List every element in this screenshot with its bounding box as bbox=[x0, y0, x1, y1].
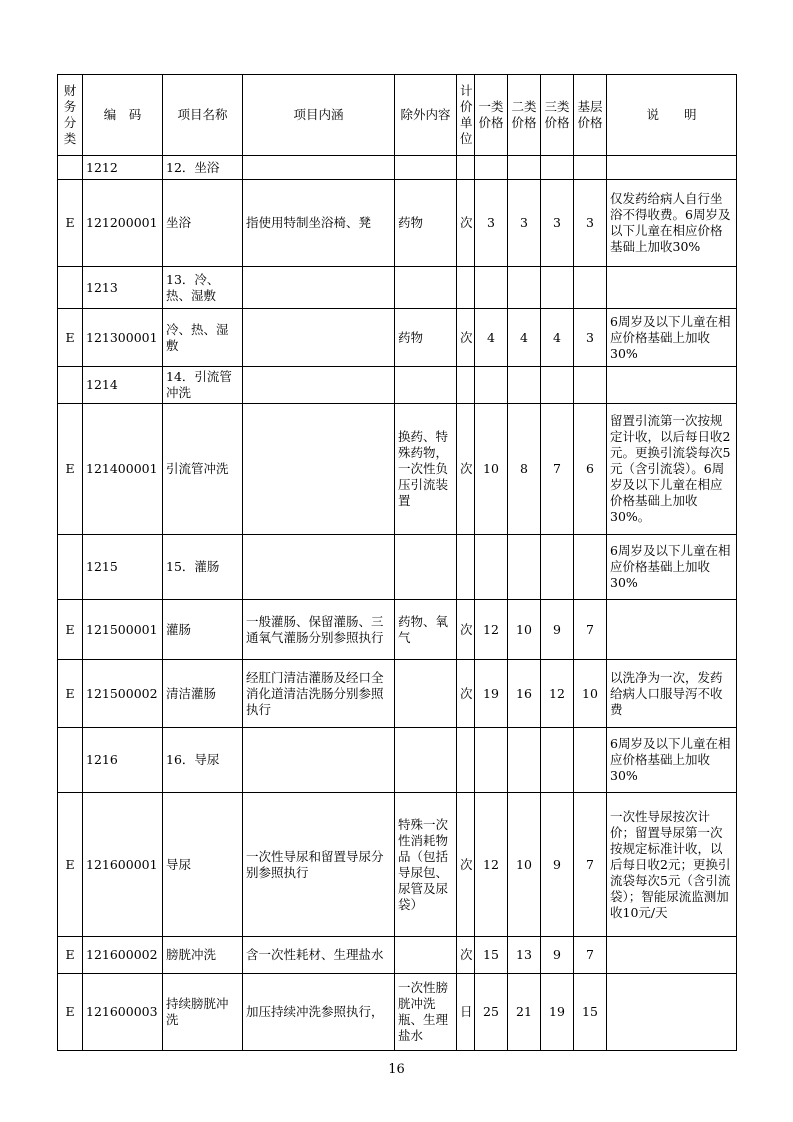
content-cell: 一般灌肠、保留灌肠、三通氧气灌肠分别参照执行 bbox=[243, 600, 395, 660]
unit-cell: 日 bbox=[457, 974, 475, 1051]
price-base-cell: 3 bbox=[574, 309, 607, 367]
price-3-cell: 19 bbox=[541, 974, 574, 1051]
note-cell: 以洗净为一次，发药给病人口服导泻不收费 bbox=[607, 660, 737, 728]
name-cell: 13．冷、热、湿敷 bbox=[163, 267, 243, 309]
content-cell: 含一次性耗材、生理盐水 bbox=[243, 937, 395, 974]
section-row bbox=[58, 267, 737, 309]
code-cell: 121200001 bbox=[83, 180, 163, 267]
note-cell bbox=[607, 974, 737, 1051]
price-2-cell: 10 bbox=[508, 793, 541, 937]
note-cell: 留置引流第一次按规定计收，以后每日收2元。更换引流袋每次5元（含引流袋）。6周岁及以下儿童在相应价格基础上加收30%。 bbox=[607, 404, 737, 535]
content-cell: 加压持续冲洗参照执行， bbox=[243, 974, 395, 1051]
header-price-2: 二类价格 bbox=[508, 75, 541, 156]
price-2-cell: 16 bbox=[508, 660, 541, 728]
category-cell: E bbox=[58, 404, 83, 535]
code-cell: 121600002 bbox=[83, 937, 163, 974]
section-row bbox=[58, 367, 737, 404]
unit-cell: 次 bbox=[457, 600, 475, 660]
code-cell: 1212 bbox=[83, 156, 163, 180]
price-base-cell: 7 bbox=[574, 600, 607, 660]
excluded-cell: 药物 bbox=[395, 180, 457, 267]
name-cell: 引流管冲洗 bbox=[163, 404, 243, 535]
content-cell bbox=[243, 404, 395, 535]
code-cell: 1213 bbox=[83, 267, 163, 309]
price-1-cell: 3 bbox=[475, 180, 508, 267]
name-cell: 清洁灌肠 bbox=[163, 660, 243, 728]
price-base-cell: 7 bbox=[574, 937, 607, 974]
unit-cell: 次 bbox=[457, 793, 475, 937]
excluded-cell: 药物、氧气 bbox=[395, 600, 457, 660]
content-cell bbox=[243, 309, 395, 367]
unit-cell: 次 bbox=[457, 180, 475, 267]
price-1-cell: 15 bbox=[475, 937, 508, 974]
code-cell: 1214 bbox=[83, 367, 163, 404]
price-3-cell: 4 bbox=[541, 309, 574, 367]
price-2-cell: 3 bbox=[508, 180, 541, 267]
content-cell: 经肛门清洁灌肠及经口全消化道清洁洗肠分别参照执行 bbox=[243, 660, 395, 728]
code-cell: 121600001 bbox=[83, 793, 163, 937]
table-row bbox=[58, 974, 737, 1051]
price-1-cell: 10 bbox=[475, 404, 508, 535]
note-cell bbox=[607, 937, 737, 974]
name-cell: 14．引流管冲洗 bbox=[163, 367, 243, 404]
name-cell: 16．导尿 bbox=[163, 728, 243, 793]
note-cell: 仅发药给病人自行坐浴不得收费。6周岁及以下儿童在相应价格基础上加收30% bbox=[607, 180, 737, 267]
code-cell: 121400001 bbox=[83, 404, 163, 535]
note-cell: 一次性导尿按次计价；留置导尿第一次按规定标准计收，以后每日收2元；更换引流袋每次5元（含引流袋）；智能尿流监测加收10元/天 bbox=[607, 793, 737, 937]
name-cell: 灌肠 bbox=[163, 600, 243, 660]
price-1-cell: 19 bbox=[475, 660, 508, 728]
excluded-cell bbox=[395, 660, 457, 728]
price-base-cell: 10 bbox=[574, 660, 607, 728]
header-row bbox=[58, 75, 737, 156]
category-cell: E bbox=[58, 309, 83, 367]
price-3-cell: 9 bbox=[541, 937, 574, 974]
header-excluded: 除外内容 bbox=[395, 75, 457, 156]
name-cell: 坐浴 bbox=[163, 180, 243, 267]
price-base-cell: 15 bbox=[574, 974, 607, 1051]
price-2-cell: 4 bbox=[508, 309, 541, 367]
excluded-cell: 一次性膀胱冲洗瓶、生理盐水 bbox=[395, 974, 457, 1051]
header-price-1: 一类价格 bbox=[475, 75, 508, 156]
section-row bbox=[58, 535, 737, 600]
excluded-cell: 特殊一次性消耗物品（包括导尿包、尿管及尿袋） bbox=[395, 793, 457, 937]
unit-cell: 次 bbox=[457, 309, 475, 367]
page-number: 16 bbox=[388, 1062, 405, 1077]
price-3-cell: 3 bbox=[541, 180, 574, 267]
category-cell: E bbox=[58, 793, 83, 937]
price-base-cell: 6 bbox=[574, 404, 607, 535]
table-row bbox=[58, 600, 737, 660]
name-cell: 膀胱冲洗 bbox=[163, 937, 243, 974]
name-cell: 冷、热、湿敷 bbox=[163, 309, 243, 367]
code-cell: 1216 bbox=[83, 728, 163, 793]
section-row bbox=[58, 728, 737, 793]
header-category: 财务分类 bbox=[58, 75, 83, 156]
price-base-cell: 3 bbox=[574, 180, 607, 267]
price-3-cell: 9 bbox=[541, 793, 574, 937]
note-cell: 6周岁及以下儿童在相应价格基础上加收30% bbox=[607, 728, 737, 793]
unit-cell: 次 bbox=[457, 937, 475, 974]
header-note: 说 明 bbox=[607, 75, 737, 156]
name-cell: 持续膀胱冲洗 bbox=[163, 974, 243, 1051]
name-cell: 12．坐浴 bbox=[163, 156, 243, 180]
price-2-cell: 10 bbox=[508, 600, 541, 660]
unit-cell: 次 bbox=[457, 404, 475, 535]
name-cell: 15．灌肠 bbox=[163, 535, 243, 600]
excluded-cell bbox=[395, 937, 457, 974]
code-cell: 121500001 bbox=[83, 600, 163, 660]
excluded-cell: 换药、特殊药物，一次性负压引流装置 bbox=[395, 404, 457, 535]
code-cell: 121600003 bbox=[83, 974, 163, 1051]
table-row bbox=[58, 180, 737, 267]
code-cell: 121500002 bbox=[83, 660, 163, 728]
price-1-cell: 12 bbox=[475, 793, 508, 937]
excluded-cell: 药物 bbox=[395, 309, 457, 367]
unit-cell: 次 bbox=[457, 660, 475, 728]
note-cell bbox=[607, 600, 737, 660]
table-row bbox=[58, 660, 737, 728]
category-cell: E bbox=[58, 974, 83, 1051]
table-row bbox=[58, 937, 737, 974]
price-table bbox=[57, 74, 737, 1051]
header-price-base: 基层价格 bbox=[574, 75, 607, 156]
price-2-cell: 8 bbox=[508, 404, 541, 535]
price-2-cell: 13 bbox=[508, 937, 541, 974]
price-base-cell: 7 bbox=[574, 793, 607, 937]
content-cell: 一次性导尿和留置导尿分别参照执行 bbox=[243, 793, 395, 937]
code-cell: 1215 bbox=[83, 535, 163, 600]
table-row bbox=[58, 309, 737, 367]
price-1-cell: 4 bbox=[475, 309, 508, 367]
category-cell: E bbox=[58, 180, 83, 267]
price-2-cell: 21 bbox=[508, 974, 541, 1051]
category-cell: E bbox=[58, 600, 83, 660]
price-1-cell: 25 bbox=[475, 974, 508, 1051]
price-3-cell: 12 bbox=[541, 660, 574, 728]
table-row bbox=[58, 404, 737, 535]
header-price-3: 三类价格 bbox=[541, 75, 574, 156]
category-cell: E bbox=[58, 937, 83, 974]
code-cell: 121300001 bbox=[83, 309, 163, 367]
header-item-name: 项目名称 bbox=[163, 75, 243, 156]
header-item-content: 项目内涵 bbox=[243, 75, 395, 156]
note-cell: 6周岁及以下儿童在相应价格基础上加收30% bbox=[607, 535, 737, 600]
price-3-cell: 7 bbox=[541, 404, 574, 535]
section-row bbox=[58, 156, 737, 180]
content-cell: 指使用特制坐浴椅、凳 bbox=[243, 180, 395, 267]
price-1-cell: 12 bbox=[475, 600, 508, 660]
note-cell: 6周岁及以下儿童在相应价格基础上加收30% bbox=[607, 309, 737, 367]
name-cell: 导尿 bbox=[163, 793, 243, 937]
header-code: 编 码 bbox=[83, 75, 163, 156]
header-unit: 计价单位 bbox=[457, 75, 475, 156]
price-3-cell: 9 bbox=[541, 600, 574, 660]
category-cell: E bbox=[58, 660, 83, 728]
table-row bbox=[58, 793, 737, 937]
